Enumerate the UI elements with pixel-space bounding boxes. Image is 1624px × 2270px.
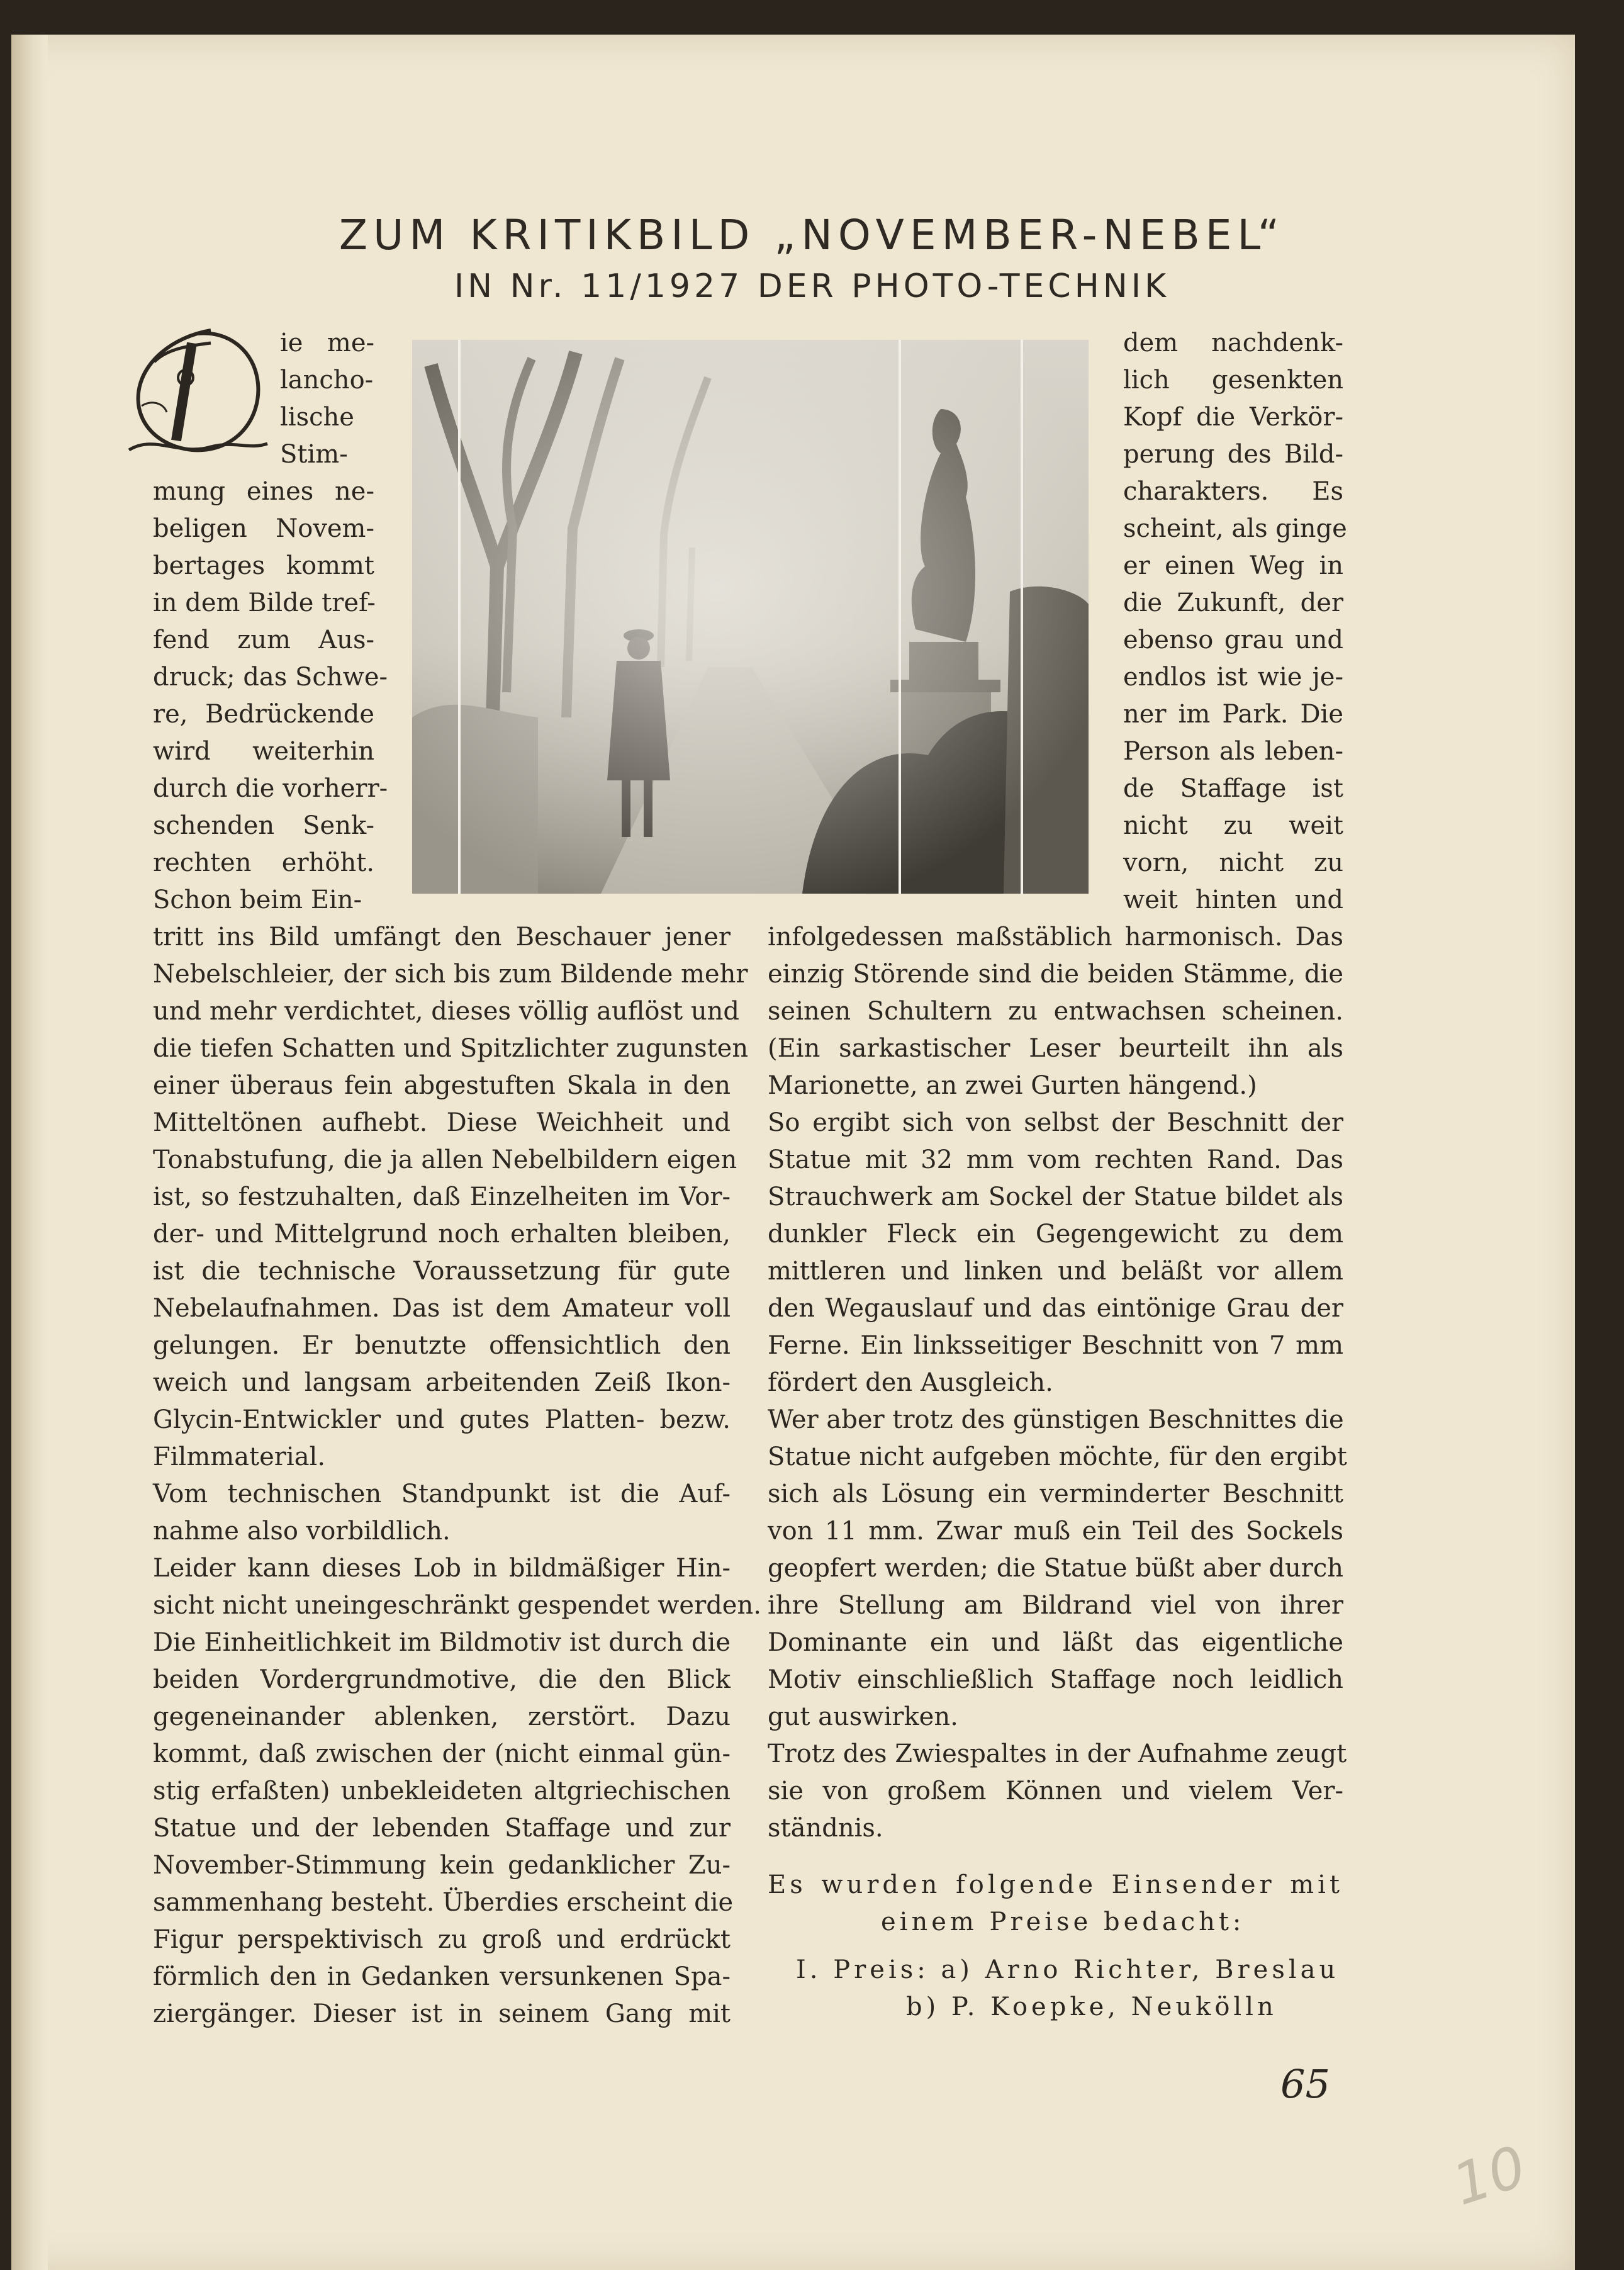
- text-line: ständnis.: [768, 1814, 883, 1843]
- prize-entry: b) P. Koepke, Neukölln: [906, 1992, 1277, 2021]
- text-line: Tonabstufung, die ja allen Nebelbildern eigen: [153, 1145, 737, 1174]
- text-line: vorn, nicht zu: [1123, 848, 1343, 877]
- text-line: Leider kann dieses Lob in bildmäßiger Hin-: [153, 1554, 731, 1583]
- text-line: So ergibt sich von selbst der Beschnitt der: [768, 1108, 1343, 1137]
- text-line: der- und Mittelgrund noch erhalten bleiben,: [153, 1220, 731, 1249]
- text-line: bertages kommt: [153, 551, 374, 580]
- text-line: mittleren und linken und beläßt vor allem: [768, 1257, 1343, 1286]
- text-line: endlos ist wie je-: [1123, 663, 1343, 692]
- text-line: Die Einheitlichkeit im Bildmotiv ist durch die: [153, 1628, 731, 1657]
- text-line: Trotz des Zwiespaltes in der Aufnahme zeugt: [768, 1739, 1347, 1768]
- text-line: er einen Weg in: [1123, 551, 1343, 580]
- prize-intro: Es wurden folgende Einsender mit: [768, 1870, 1343, 1899]
- text-line: Statue nicht aufgeben möchte, für den ergibt: [768, 1442, 1347, 1471]
- text-line: sich als Lösung ein verminderter Beschnitt: [768, 1480, 1343, 1509]
- text-line: ziergänger. Dieser ist in seinem Gang mit: [153, 1999, 731, 2028]
- text-line: dem nachdenk-: [1123, 329, 1343, 357]
- initial-letter-text: D: [116, 324, 117, 325]
- photograph: [412, 340, 1089, 894]
- text-line: charakters. Es: [1123, 477, 1343, 506]
- text-line: beligen Novem-: [153, 514, 374, 543]
- text-line: förmlich den in Gedanken versunkenen Spa-: [153, 1962, 731, 1991]
- text-line: lich gesenkten: [1123, 366, 1343, 395]
- initial-letter-d: [116, 324, 280, 459]
- text-line: Motiv einschließlich Staffage noch leidlich: [768, 1665, 1343, 1694]
- text-line: sie von großem Können und vielem Ver-: [768, 1777, 1343, 1806]
- text-line: durch die vorherr-: [153, 774, 388, 803]
- prize-entry: I. Preis: a) Arno Richter, Breslau: [796, 1955, 1340, 1984]
- text-line: Glycin-Entwickler und gutes Platten- bezw.: [153, 1405, 731, 1434]
- text-line: Ferne. Ein linksseitiger Beschnitt von 7 mm: [768, 1331, 1343, 1360]
- text-line: ebenso grau und: [1123, 626, 1343, 655]
- text-line: die Zukunft, der: [1123, 588, 1343, 617]
- text-line: Figur perspektivisch zu groß und erdrückt: [153, 1925, 731, 1954]
- article-subtitle: IN Nr. 11/1927 DER PHOTO-TECHNIK: [454, 267, 1170, 305]
- text-line: nicht zu weit: [1123, 811, 1343, 840]
- handwritten-folio: 10: [1445, 2133, 1534, 2219]
- text-line: und mehr verdichtet, dieses völlig auflöst und: [153, 997, 739, 1026]
- text-line: gegeneinander ablenken, zerstört. Dazu: [153, 1702, 731, 1731]
- page-number: 65: [1280, 2061, 1330, 2107]
- text-line: ist die technische Voraussetzung für gute: [153, 1257, 731, 1286]
- photograph-icon: [412, 340, 1089, 894]
- text-line: (Ein sarkastischer Leser beurteilt ihn als: [768, 1034, 1343, 1063]
- text-line: ihre Stellung am Bildrand viel von ihrer: [768, 1591, 1343, 1620]
- text-line: wird weiterhin: [153, 737, 374, 766]
- text-line: gut auswirken.: [768, 1702, 958, 1731]
- text-line: in dem Bilde tref-: [153, 588, 376, 617]
- text-line: ie me-: [280, 329, 374, 357]
- text-line: Vom technischen Standpunkt ist die Auf-: [153, 1480, 731, 1509]
- text-line: Nebelaufnahmen. Das ist dem Amateur voll: [153, 1294, 731, 1323]
- text-line: Nebelschleier, der sich bis zum Bildende mehr: [153, 960, 748, 989]
- text-line: infolgedessen maßstäblich harmonisch. Das: [768, 923, 1343, 952]
- text-line: kommt, daß zwischen der (nicht einmal gün-: [153, 1739, 731, 1768]
- text-line: nahme also vorbildlich.: [153, 1517, 451, 1546]
- text-line: fend zum Aus-: [153, 626, 374, 655]
- text-line: Person als leben-: [1123, 737, 1343, 766]
- text-line: schenden Senk-: [153, 811, 374, 840]
- text-line: mung eines ne-: [153, 477, 374, 506]
- text-line: dunkler Fleck ein Gegengewicht zu dem: [768, 1220, 1343, 1249]
- text-line: perung des Bild-: [1123, 440, 1343, 469]
- text-line: tritt ins Bild umfängt den Beschauer jener: [153, 923, 731, 952]
- text-line: Mitteltönen aufhebt. Diese Weichheit und: [153, 1108, 731, 1137]
- text-line: sicht nicht uneingeschränkt gespendet werden.: [153, 1591, 761, 1620]
- prize-intro: einem Preise bedacht:: [881, 1908, 1245, 1936]
- text-line: Stim-: [280, 440, 348, 469]
- text-line: Strauchwerk am Sockel der Statue bildet als: [768, 1183, 1343, 1211]
- text-line: Statue mit 32 mm vom rechten Rand. Das: [768, 1145, 1343, 1174]
- text-line: Marionette, an zwei Gurten hängend.): [768, 1071, 1257, 1100]
- text-line: weich und langsam arbeitenden Zeiß Ikon-: [153, 1368, 731, 1397]
- text-line: lische: [280, 403, 354, 432]
- text-line: den Wegauslauf und das eintönige Grau der: [768, 1294, 1343, 1323]
- text-line: weit hinten und: [1123, 885, 1343, 914]
- text-line: Wer aber trotz des günstigen Beschnittes die: [768, 1405, 1344, 1434]
- page-spine: [11, 35, 48, 2270]
- text-line: von 11 mm. Zwar muß ein Teil des Sockels: [768, 1517, 1343, 1546]
- text-line: re, Bedrückende: [153, 700, 374, 729]
- text-line: druck; das Schwe-: [153, 663, 388, 692]
- text-line: stig erfaßten) unbekleideten altgriechischen: [153, 1777, 731, 1806]
- text-line: scheint, als ginge: [1123, 514, 1347, 543]
- text-line: Kopf die Verkör-: [1123, 403, 1343, 432]
- text-line: ist, so festzuhalten, daß Einzelheiten im Vor-: [153, 1183, 731, 1211]
- article-title: ZUM KRITIKBILD „NOVEMBER-NEBEL“: [339, 211, 1285, 259]
- text-line: de Staffage ist: [1123, 774, 1343, 803]
- text-line: seinen Schultern zu entwachsen scheinen.: [768, 997, 1343, 1026]
- text-line: die tiefen Schatten und Spitzlichter zugunsten: [153, 1034, 749, 1063]
- text-line: sammenhang besteht. Überdies erscheint die: [153, 1888, 734, 1917]
- text-line: lancho-: [280, 366, 374, 395]
- text-line: fördert den Ausgleich.: [768, 1368, 1053, 1397]
- text-line: einer überaus fein abgestuften Skala in den: [153, 1071, 731, 1100]
- text-line: beiden Vordergrundmotive, die den Blick: [153, 1665, 731, 1694]
- text-line: einzig Störende sind die beiden Stämme, die: [768, 960, 1343, 989]
- text-line: Dominante ein und läßt das eigentliche: [768, 1628, 1343, 1657]
- text-line: Statue und der lebenden Staffage und zur: [153, 1814, 731, 1843]
- text-line: November-Stimmung kein gedanklicher Zu-: [153, 1851, 731, 1880]
- text-line: gelungen. Er benutzte offensichtlich den: [153, 1331, 731, 1360]
- text-line: geopfert werden; die Statue büßt aber durch: [768, 1554, 1343, 1583]
- text-line: rechten erhöht.: [153, 848, 374, 877]
- text-line: ner im Park. Die: [1123, 700, 1343, 729]
- text-line: Filmmaterial.: [153, 1442, 326, 1471]
- text-line: Schon beim Ein-: [153, 885, 362, 914]
